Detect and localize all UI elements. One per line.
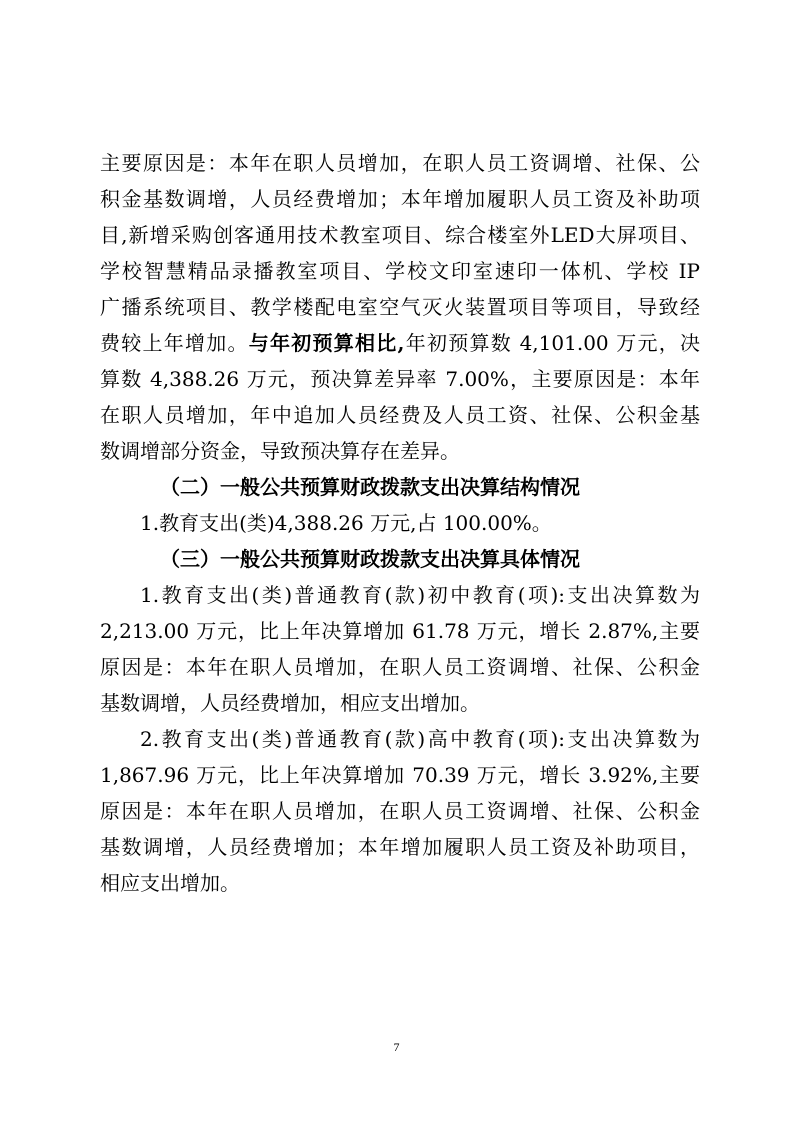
text-line: 目,新增采购创客通用技术教室项目、综合楼室外LED大屏项目、 [100,223,700,247]
paragraph-senior-high-education [100,724,700,899]
text-line: 1,867.96 万元，比上年决算增加 70.39 万元，增长 3.92%,主要 [100,763,700,787]
text-line: 原因是：本年在职人员增加，在职人员工资调增、社保、公积金 [100,655,700,679]
text-line: 学校智慧精品录播教室项目、学校文印室速印一体机、学校 IP [100,259,700,283]
text-line: 在职人员增加，年中追加人员经费及人员工资、社保、公积金基 [100,403,700,427]
text-line: 基数调增，人员经费增加，相应支出增加。 [100,691,480,715]
text-line: 数调增部分资金，导致预决算存在差异。 [100,439,460,463]
paragraph-junior-high-education [100,580,700,719]
text-segment: 费较上年增加。 [100,331,249,355]
text-line: 2.教育支出(类)普通教育(款)高中教育(项):支出决算数为 [140,727,700,751]
text-line: 积金基数调增，人员经费增加；本年增加履职人员工资及补助项 [100,187,700,211]
text-line [100,328,700,359]
document-body [100,148,700,904]
text-line: 广播系统项目、教学楼配电室空气灭火装置项目等项目，导致经 [100,295,700,319]
paragraph-reasons-and-budget-comparison [100,148,700,467]
text-line: 原因是：本年在职人员增加，在职人员工资调增、社保、公积金 [100,799,700,823]
section-heading-expenditure-details: （三）一般公共预算财政拨款支出决算具体情况 [160,547,580,571]
text-line: 主要原因是：本年在职人员增加，在职人员工资调增、社保、公 [100,151,700,175]
text-line: 2,213.00 万元，比上年决算增加 61.78 万元，增长 2.87%,主要 [100,619,700,643]
bold-phrase: 与年初预算相比, [248,331,405,355]
text-line: 相应支出增加。 [100,871,240,895]
page-number: 7 [393,1040,400,1054]
text-line: 1.教育支出(类)普通教育(款)初中教育(项):支出决算数为 [140,583,700,607]
section-heading-expenditure-structure: （二）一般公共预算财政拨款支出决算结构情况 [160,475,580,499]
text-line: 基数调增，人员经费增加；本年增加履职人员工资及补助项目， [100,835,700,859]
text-segment: 年初预算数 4,101.00 万元，决 [404,331,700,355]
text-line: 算数 4,388.26 万元，预决算差异率 7.00%，主要原因是：本年 [100,367,700,391]
paragraph-education-total: 1.教育支出(类)4,388.26 万元,占 100.00%。 [140,511,552,535]
